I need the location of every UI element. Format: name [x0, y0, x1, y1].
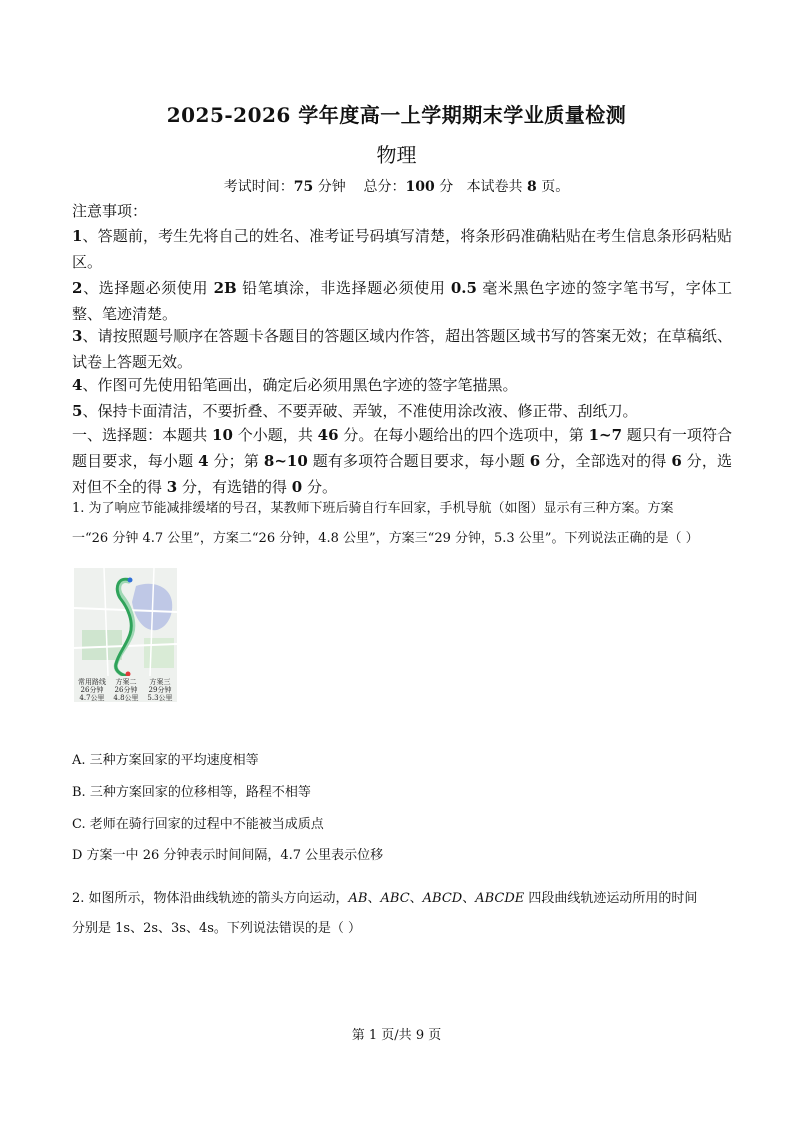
- section-num: 0: [291, 478, 303, 496]
- route-time: 26分钟: [80, 686, 104, 694]
- section-num: 6: [671, 452, 682, 470]
- note-text: 、答题前，考生先将自己的姓名、准考证号码填写清楚，将条形码准确粘贴在考生信息条形码粘贴区。: [72, 227, 732, 271]
- subject-title: 物理: [376, 143, 417, 167]
- section-1-instructions: [72, 422, 732, 500]
- section-text: 分；第: [208, 452, 264, 470]
- pages-label: 本试卷共: [466, 179, 523, 195]
- notes-heading: 注意事项：: [72, 202, 148, 220]
- page-footer: 第 1 页/共 9 页: [351, 1028, 442, 1043]
- note-bold: 2B: [213, 279, 237, 297]
- note-bold: 0.5: [450, 279, 477, 297]
- note-text: 毫米黑色字迹的签字笔书写，字体工整、笔迹清楚。: [72, 279, 732, 323]
- route-distance: 4.7公里: [79, 694, 105, 702]
- section-num: 1~7: [588, 426, 623, 444]
- park-area: [144, 638, 174, 668]
- route-name: 方案三: [149, 678, 171, 686]
- question-1-option-c: C. 老师在骑行回家的过程中不能被当成质点: [72, 817, 324, 832]
- section-text: 个小题，共: [232, 426, 318, 444]
- section-text: 分，选对但不全的得: [72, 452, 732, 496]
- note-item-1: [72, 223, 732, 275]
- curve-segment-label: ABC: [380, 891, 410, 906]
- question-1-option-a: A. 三种方案回家的平均速度相等: [72, 753, 259, 768]
- note-number: 2: [72, 279, 83, 297]
- start-marker-icon: [128, 578, 133, 583]
- navigation-map-figure: [74, 568, 177, 702]
- note-item-2: [72, 275, 732, 327]
- question-text: 2. 如图所示，物体沿曲线轨迹的箭头方向运动，: [72, 891, 349, 906]
- section-text: 分。: [302, 478, 337, 496]
- note-text: 铅笔填涂，非选择题必须使用: [236, 279, 451, 297]
- curve-segment-label: ABCDE: [475, 891, 525, 906]
- time-value: 75: [293, 179, 314, 195]
- separator: 、: [462, 891, 476, 906]
- question-1-line-1: 1. 为了响应节能减排缓堵的号召，某教师下班后骑自行车回家，手机导航（如图）显示有三种方案。方案: [72, 501, 674, 516]
- route-map-svg: [74, 568, 177, 676]
- section-num: 4: [198, 452, 209, 470]
- section-num: 6: [529, 452, 541, 470]
- exam-title: 2025-2026 学年度高一上学期期末学业质量检测: [166, 103, 627, 127]
- note-number: 3: [72, 327, 83, 345]
- score-label: 总分：: [363, 179, 406, 195]
- separator: 、: [367, 891, 381, 906]
- separator: 、: [409, 891, 423, 906]
- route-time: 26分钟: [114, 686, 138, 694]
- route-option-1: [75, 678, 109, 702]
- park-area: [82, 630, 122, 660]
- route-option-2: [109, 678, 143, 702]
- note-item-4: [72, 372, 732, 398]
- route-distance: 4.8公里: [113, 694, 139, 702]
- question-2-line-1: [72, 884, 732, 914]
- section-text: 分，全部选对的得: [540, 452, 672, 470]
- curve-segment-label: ABCD: [422, 891, 463, 906]
- note-text: 、保持卡面清洁，不要折叠、不要弄破、弄皱，不准使用涂改液、修正带、刮纸刀。: [82, 402, 638, 420]
- note-text: 、作图可先使用铅笔画出，确定后必须用黑色字迹的签字笔描黑。: [82, 376, 518, 394]
- note-text: 、选择题必须使用: [82, 279, 214, 297]
- note-number: 1: [72, 227, 83, 245]
- note-item-3: [72, 323, 732, 375]
- time-unit: 分钟: [317, 179, 346, 195]
- note-text: 、请按照题号顺序在答题卡各题目的答题区域内作答，超出答题区域书写的答案无效；在草稿纸、试卷上答题无效。: [72, 327, 732, 371]
- route-distance: 5.3公里: [147, 694, 173, 702]
- question-1-option-b: B. 三种方案回家的位移相等，路程不相等: [72, 785, 311, 800]
- section-num: 10: [212, 426, 233, 444]
- section-text: 题只有一项符合题目要求，每小题: [72, 426, 732, 470]
- curve-segment-label: AB: [348, 891, 368, 906]
- note-item-5: [72, 398, 732, 424]
- exam-meta: [0, 176, 793, 196]
- section-text: 分，有选错的得: [177, 478, 292, 496]
- section-text: 一、选择题：本题共: [72, 426, 213, 444]
- section-num: 3: [166, 478, 178, 496]
- note-number: 4: [72, 376, 83, 394]
- route-option-3: [143, 678, 177, 702]
- question-text: 四段曲线轨迹运动所用的时间: [524, 891, 698, 906]
- score-unit: 分: [439, 179, 454, 195]
- route-name: 方案二: [115, 678, 137, 686]
- question-1-option-d: D 方案一中 26 分钟表示时间间隔，4.7 公里表示位移: [72, 848, 384, 863]
- section-text: 题有多项符合题目要求，每小题: [307, 452, 530, 470]
- question-2-line-2: 分别是 1s、2s、3s、4s。下列说法错误的是（ ）: [72, 921, 362, 936]
- section-text: 分。在每小题给出的四个选项中，第: [338, 426, 589, 444]
- section-num: 8~10: [263, 452, 308, 470]
- question-1-line-2: 一“26 分钟 4.7 公里”，方案二“26 分钟，4.8 公里”，方案三“29 分钟，5.3 公里”。下列说法正确的是（ ）: [72, 531, 699, 546]
- route-name: 常用路线: [78, 678, 106, 686]
- pages-value: 8: [527, 179, 537, 195]
- score-value: 100: [405, 179, 435, 195]
- section-num: 46: [317, 426, 339, 444]
- route-time: 29分钟: [148, 686, 172, 694]
- note-number: 5: [72, 402, 83, 420]
- pages-unit: 页。: [541, 179, 570, 195]
- time-label: 考试时间：: [223, 179, 294, 195]
